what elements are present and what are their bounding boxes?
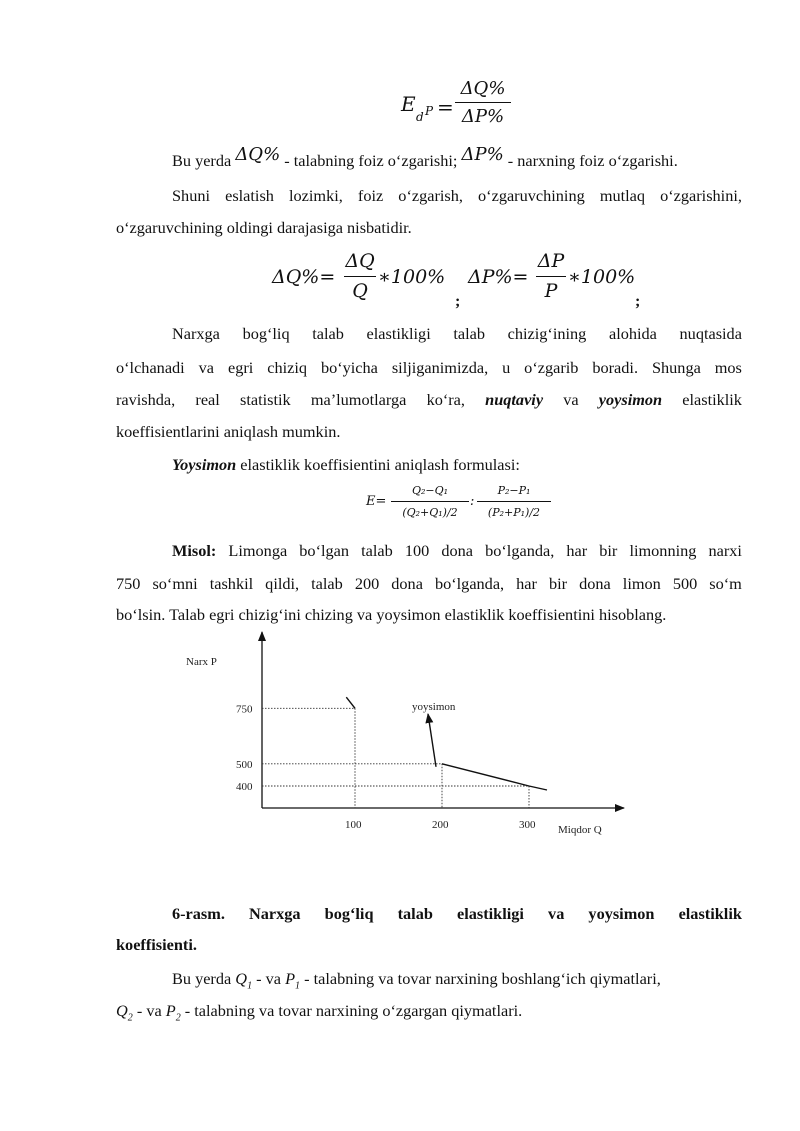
formula-a-rest: ∗100%: [378, 266, 446, 288]
x-tick-label: 200: [432, 819, 449, 831]
word: bir: [548, 574, 568, 593]
word: chiziq: [267, 358, 307, 377]
formula-a-num: ΔQ: [345, 250, 375, 272]
word: lozimki,: [289, 186, 343, 205]
word: qildi,: [265, 574, 300, 593]
formula-sup-p: P: [425, 104, 434, 118]
formula-sub-d: d: [416, 110, 424, 124]
y-tick-label: 400: [236, 781, 253, 793]
word: mutlaq: [599, 186, 646, 205]
word: va: [548, 904, 565, 923]
word: bog‘liq: [324, 904, 374, 923]
word: yoysimon: [588, 904, 655, 923]
word: eslatish: [225, 186, 274, 205]
figure-caption-line2: koeffisienti.: [116, 935, 197, 954]
word: dona: [579, 574, 611, 593]
formula-arc-num2: P₂−P₁: [497, 484, 531, 497]
figure-caption-line1: [172, 904, 742, 924]
word: elastikligi: [366, 324, 431, 343]
formula-arc-den2: (P₂+P₁)/2: [487, 506, 541, 519]
paragraph-elasticity-line1: [172, 324, 742, 344]
word: ko‘ra,: [426, 390, 465, 409]
demand-segment: [346, 697, 355, 708]
paragraph-elasticity-line2: [116, 358, 742, 378]
x-tick-label: 300: [519, 819, 536, 831]
word: chizig‘ining: [507, 324, 587, 343]
word: o‘zgarish,: [398, 186, 463, 205]
formula-e: E: [401, 92, 416, 116]
word: nuqtasida: [679, 324, 742, 343]
word: Shunga: [651, 358, 701, 377]
word: talab: [453, 324, 486, 343]
word: statistik: [239, 390, 291, 409]
word: siljiganimizda,: [391, 358, 489, 377]
word: elastikligi: [457, 904, 524, 923]
formula-arc-colon: :: [470, 494, 475, 509]
word: bo‘lgan: [299, 541, 350, 560]
arc-annotation: yoysimon: [412, 701, 456, 713]
y-tick-label: 500: [236, 758, 253, 771]
word: foiz: [357, 186, 384, 205]
word: o‘lchanadi: [116, 358, 185, 377]
formula-arc-lhs: E=: [366, 494, 387, 509]
var-q: Q: [116, 1001, 128, 1020]
demand-chart: [0, 630, 800, 850]
formula-a-den: Q: [352, 280, 368, 302]
paragraph-elasticity-line3: [116, 390, 742, 410]
formula-arc-bar1: [391, 501, 469, 502]
paragraph-example-line2: [116, 574, 742, 594]
bold-term: nuqtaviy: [485, 390, 544, 409]
var-q-sub: 1: [247, 980, 253, 992]
word: 100: [404, 541, 430, 560]
text: - va: [252, 969, 286, 988]
word: va: [198, 358, 215, 377]
formula-numerator: ΔQ%: [460, 78, 506, 99]
word: real: [195, 390, 220, 409]
text: - talabning foiz o‘zgarishi;: [284, 151, 458, 170]
word: bo‘yicha: [320, 358, 378, 377]
bold-term: yoysimon: [598, 390, 663, 409]
word: so‘mni: [152, 574, 198, 593]
word: har: [516, 574, 537, 593]
word: 750: [116, 574, 141, 593]
text: Bu yerda: [172, 151, 232, 170]
arc-arrow: [428, 714, 436, 767]
word: va: [563, 390, 579, 409]
word: Narxga: [249, 904, 301, 923]
formula-a-lhs: ΔQ%=: [272, 266, 336, 288]
formula-eq: =: [437, 95, 454, 119]
word: Narxga: [172, 324, 220, 343]
word: egri: [227, 358, 254, 377]
word: o‘zgarishini,: [660, 186, 742, 205]
word: 500: [672, 574, 698, 593]
demand-segment: [442, 764, 529, 786]
paragraph-definitions: [172, 144, 742, 171]
formula-fraction-bar: [455, 102, 511, 103]
word: alohida: [608, 324, 657, 343]
word: u: [502, 358, 511, 377]
formula-arc-num1: Q₂−Q₁: [411, 484, 449, 497]
word: bog‘liq: [242, 324, 290, 343]
word: Shuni: [172, 186, 211, 205]
formula-b-num: ΔP: [537, 250, 565, 272]
word: Limonga: [228, 541, 288, 560]
paragraph-note-line2: o‘zgaruvchining oldingi darajasiga nisbatidir.: [116, 218, 412, 237]
word: narxi: [708, 541, 742, 560]
formula-b-bar: [536, 276, 566, 277]
var-q-sub: 2: [127, 1012, 133, 1024]
text: Bu yerda: [172, 969, 236, 988]
x-axis-label: Miqdor Q: [558, 824, 602, 836]
text: - narxning foiz o‘zgarishi.: [507, 151, 678, 170]
word: limon: [622, 574, 661, 593]
text: elastiklik koeffisientini aniqlash formulasi:: [236, 455, 520, 474]
text: - talabning va tovar narxining boshlang‘ich qiymatlari,: [300, 969, 661, 988]
math-dp: ΔP%: [461, 144, 504, 165]
var-p-sub: 2: [175, 1012, 181, 1024]
formula-arc-den1: (Q₂+Q₁)/2: [402, 506, 458, 519]
word: bo‘lganda,: [485, 541, 555, 560]
word: o‘zgarib: [524, 358, 579, 377]
y-tick-label: 750: [236, 703, 253, 716]
word: elastiklik: [678, 904, 742, 923]
formula-b-den: P: [544, 280, 558, 302]
demand-segment-tail: [529, 786, 547, 790]
paragraph-elasticity-line4: koeffisientlarini aniqlash mumkin.: [116, 422, 341, 441]
var-p-sub: 1: [295, 980, 301, 992]
word: bo‘lganda,: [434, 574, 505, 593]
word: 6-rasm.: [172, 904, 225, 923]
paragraph-variables-line1: [172, 969, 742, 996]
word: tashkil: [209, 574, 254, 593]
formula-arc-bar2: [477, 501, 551, 502]
word: dona: [441, 541, 474, 560]
formula-a-bar: [344, 276, 376, 277]
word: talab: [311, 574, 343, 593]
x-tick-label: 100: [345, 819, 362, 831]
word: ma’lumotlarga: [310, 390, 407, 409]
formula-b-lhs: ΔP%=: [468, 266, 529, 288]
formula-sep1: ;: [455, 293, 461, 310]
paragraph-variables-line2: [116, 1001, 742, 1028]
var-p: P: [285, 969, 296, 988]
paragraph-example-line1: [172, 541, 742, 561]
word: dona: [391, 574, 423, 593]
word: boradi.: [592, 358, 639, 377]
word: so‘m: [709, 574, 742, 593]
bold-term: Yoysimon: [172, 455, 237, 474]
var-p: P: [165, 1001, 176, 1020]
word: mos: [714, 358, 742, 377]
example-label: Misol:: [172, 541, 217, 560]
text: - va: [132, 1001, 166, 1020]
word: elastiklik: [682, 390, 742, 409]
math-dq: ΔQ%: [235, 144, 281, 165]
var-q: Q: [235, 969, 248, 988]
formula-denominator: ΔP%: [461, 106, 505, 127]
formula-sep2: ;: [635, 293, 641, 310]
word: bir: [599, 541, 618, 560]
word: 200: [354, 574, 380, 593]
word: talab: [397, 904, 433, 923]
paragraph-note-line1: [172, 186, 742, 206]
text: - talabning va tovar narxining o‘zgargan qiymatlari.: [180, 1001, 523, 1020]
formula-b-rest: ∗100%: [568, 266, 636, 288]
paragraph-arc-formula-intro: [172, 455, 742, 475]
word: limonning: [629, 541, 697, 560]
word: o‘zgaruvchining: [478, 186, 585, 205]
word: talab: [312, 324, 344, 343]
word: talab: [361, 541, 393, 560]
y-axis-label: Narx P: [186, 656, 217, 668]
word: har: [566, 541, 588, 560]
word: ravishda,: [116, 390, 176, 409]
paragraph-example-line3: bo‘lsin. Talab egri chizig‘ini chizing va yoysimon elastiklik koeffisientini hisoblang.: [116, 605, 667, 624]
